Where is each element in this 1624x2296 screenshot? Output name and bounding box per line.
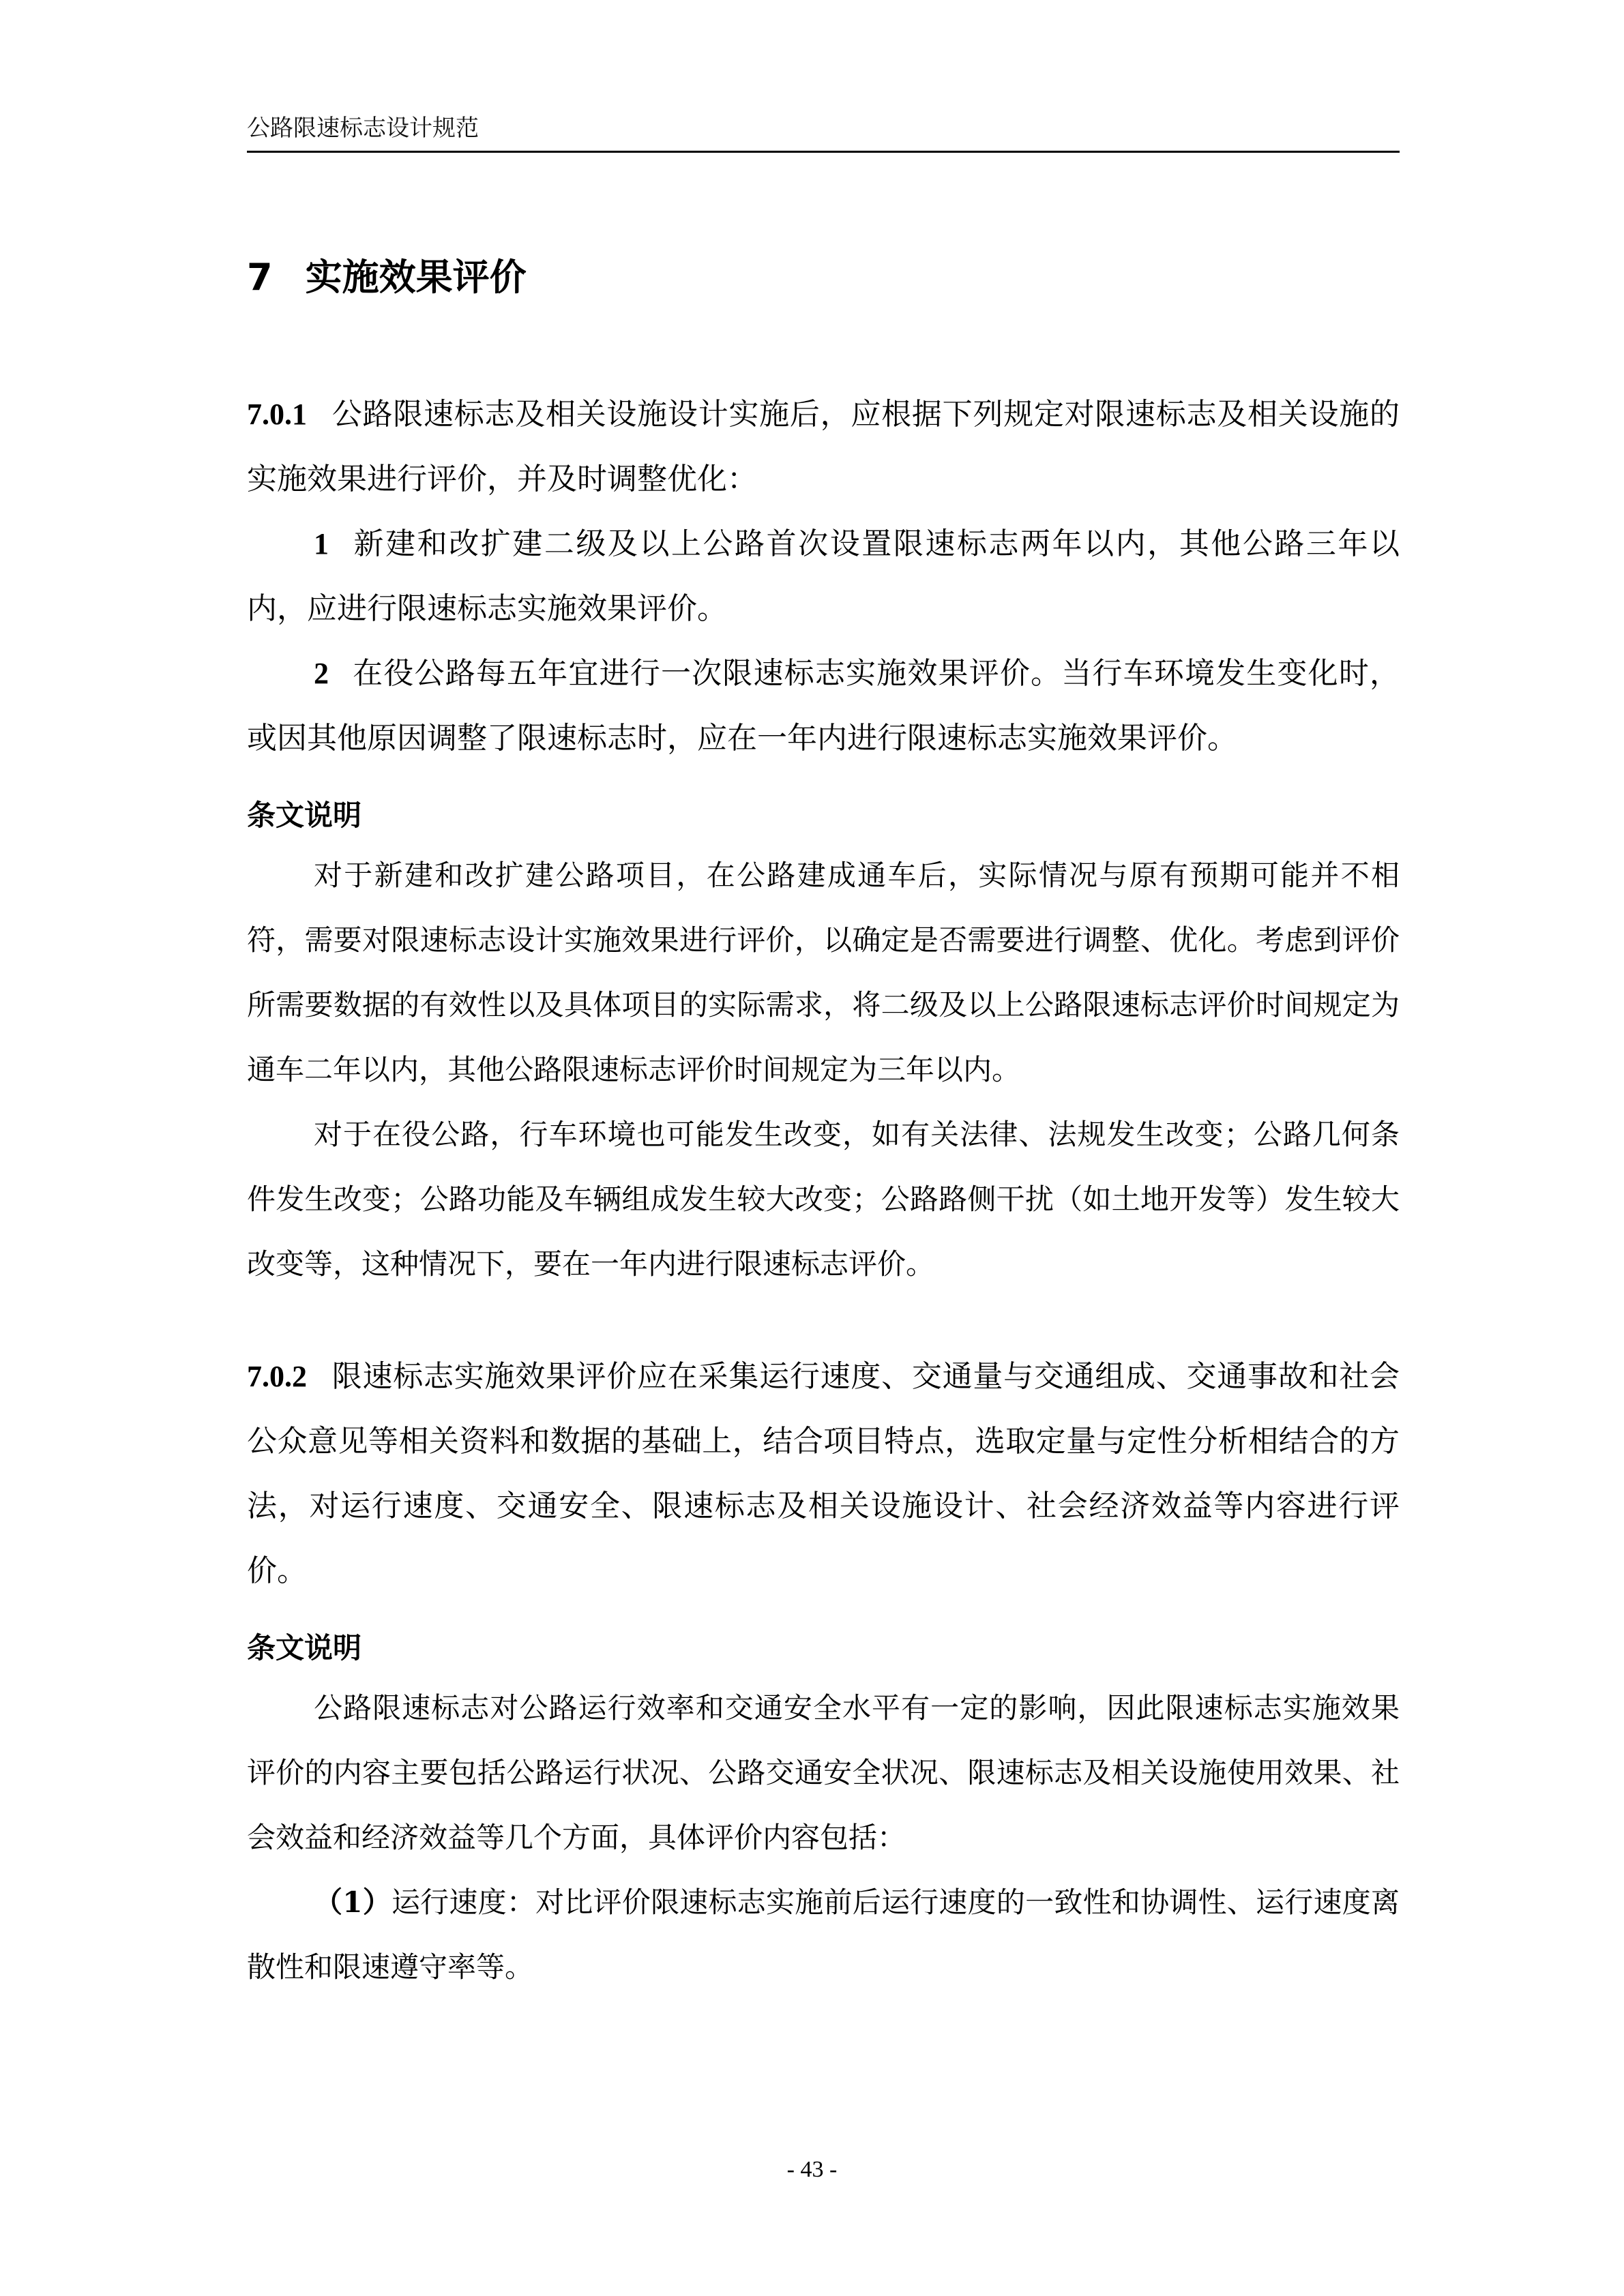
chapter-title-text: 实施效果评价 xyxy=(305,256,527,299)
explanation-paragraph: 对于新建和改扩建公路项目，在公路建成通车后，实际情况与原有预期可能并不相符，需要对限速标志设计实施效果进行评价，以确定是否需要进行调整、优化。考虑到评价所需要数据的有效性以及具体项目的实际需求，将二级及以上公路限速标志评价时间规定为通车二年以内，其他公路限速标志评价时间规定为三年以内。 xyxy=(247,859,1400,1086)
page-number: - 43 - xyxy=(786,2157,838,2182)
section-gap xyxy=(247,1296,1400,1344)
explanation-paragraph: 对于在役公路，行车环境也可能发生改变，如有关法律、法规发生改变；公路几何条件发生改变；公路功能及车辆组成发生较大改变；公路路侧干扰（如土地开发等）发生较大改变等，这种情况下，要在一年内进行限速标志评价。 xyxy=(247,1118,1400,1281)
header-rule xyxy=(247,151,1400,153)
document-body xyxy=(247,382,1400,1999)
clause-explanation-heading: 条文说明 xyxy=(247,799,362,832)
item-number: 1 xyxy=(314,527,329,561)
clause-7-0-2 xyxy=(247,1344,1400,1603)
running-header: 公路限速标志设计规范 xyxy=(247,115,479,142)
chapter-number: 7 xyxy=(247,256,273,299)
explanation-list-item xyxy=(247,1870,1400,1999)
clause-item xyxy=(247,641,1400,771)
list-item-text: 运行速度：对比评价限速标志实施前后运行速度的一致性和协调性、运行速度离散性和限速遵守率等。 xyxy=(247,1885,1400,1984)
clause-7-0-1 xyxy=(247,382,1400,511)
list-item-number: （1） xyxy=(314,1885,392,1919)
explanation-paragraph: 公路限速标志对公路运行效率和交通安全水平有一定的影响，因此限速标志实施效果评价的内容主要包括公路运行状况、公路交通安全状况、限速标志及相关设施使用效果、社会效益和经济效益等几个方面，具体评价内容包括： xyxy=(247,1691,1400,1854)
item-text: 新建和改扩建二级及以上公路首次设置限速标志两年以内，其他公路三年以内，应进行限速标志实施效果评价。 xyxy=(247,526,1400,626)
clause-number: 7.0.1 xyxy=(247,398,307,431)
item-number: 2 xyxy=(314,657,329,690)
clause-text: 限速标志实施效果评价应在采集运行速度、交通量与交通组成、交通事故和社会公众意见等相关资料和数据的基础上，结合项目特点，选取定量与定性分析相结合的方法，对运行速度、交通安全、限速标志及相关设施设计、社会经济效益等内容进行评价。 xyxy=(247,1359,1400,1588)
item-text: 在役公路每五年宜进行一次限速标志实施效果评价。当行车环境发生变化时，或因其他原因调整了限速标志时，应在一年内进行限速标志实施效果评价。 xyxy=(247,656,1400,756)
clause-text: 公路限速标志及相关设施设计实施后，应根据下列规定对限速标志及相关设施的实施效果进行评价，并及时调整优化： xyxy=(247,397,1400,496)
chapter-title xyxy=(247,254,527,301)
clause-explanation-heading: 条文说明 xyxy=(247,1631,362,1665)
clause-item xyxy=(247,511,1400,641)
clause-number: 7.0.2 xyxy=(247,1360,307,1393)
